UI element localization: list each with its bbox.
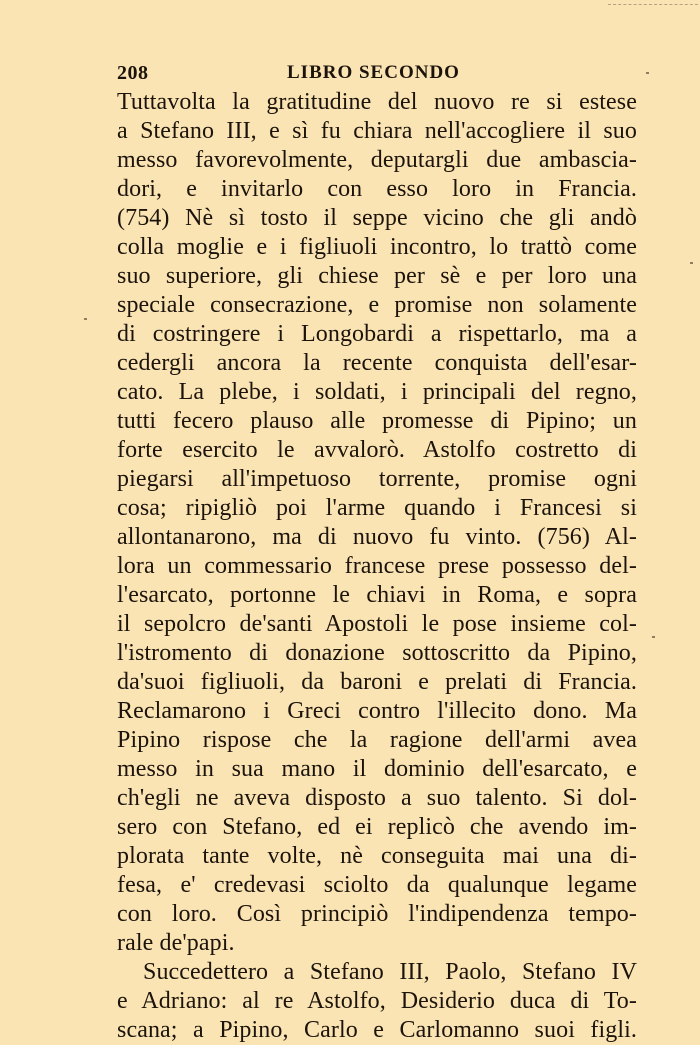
print-speck	[84, 318, 87, 320]
print-speck	[646, 72, 649, 74]
text-line: suo superiore, gli chiese per sè e per loro una	[117, 263, 637, 289]
text-line: Pipino rispose che la ragione dell'armi avea	[117, 727, 637, 753]
paragraph-start-line: Succedettero a Stefano III, Paolo, Stefano IV	[143, 959, 637, 985]
text-line: plorata tante volte, nè conseguita mai una di-	[117, 843, 637, 869]
print-speck	[690, 262, 693, 264]
text-line: messo in sua mano il dominio dell'esarcato, e	[117, 756, 637, 782]
text-line: Reclamarono i Greci contro l'illecito dono. Ma	[117, 698, 637, 724]
text-line: fesa, e' credevasi sciolto da qualunque legame	[117, 872, 637, 898]
text-line: tutti fecero plauso alle promesse di Pipino; un	[117, 408, 637, 434]
text-line: ch'egli ne aveva disposto a suo talento. Si dol-	[117, 785, 637, 811]
page-number: 208	[117, 62, 149, 84]
text-line: speciale consecrazione, e promise non solamente	[117, 292, 637, 318]
text-line: e Adriano: al re Astolfo, Desiderio duca di To-	[117, 988, 637, 1014]
running-head: LIBRO SECONDO	[287, 62, 460, 83]
text-line: a Stefano III, e sì fu chiara nell'accogliere il suo	[117, 118, 637, 144]
text-line: con loro. Così principiò l'indipendenza tempo-	[117, 901, 637, 927]
text-line: cato. La plebe, i soldati, i principali del regno,	[117, 379, 637, 405]
print-speck	[652, 636, 655, 638]
body-text	[117, 88, 637, 1045]
text-line: il sepolcro de'santi Apostoli le pose insieme col-	[117, 611, 637, 637]
text-line: scana; a Pipino, Carlo e Carlomanno suoi figli.	[117, 1017, 637, 1043]
text-line: colla moglie e i figliuoli incontro, lo trattò come	[117, 234, 637, 260]
paragraph-end-line: rale de'papi.	[117, 930, 235, 956]
page-header	[117, 62, 637, 88]
text-line: dori, e invitarlo con esso loro in Francia.	[117, 176, 637, 202]
text-line: cosa; ripigliò poi l'arme quando i Francesi si	[117, 495, 637, 521]
text-line: da'suoi figliuoli, da baroni e prelati di Francia.	[117, 669, 637, 695]
text-line: messo favorevolmente, deputargli due ambascia-	[117, 147, 637, 173]
text-line: (754) Nè sì tosto il seppe vicino che gli andò	[117, 205, 637, 231]
text-line: l'istromento di donazione sottoscritto da Pipino,	[117, 640, 637, 666]
text-line: cedergli ancora la recente conquista dell'esar-	[117, 350, 637, 376]
page-edge-marks	[608, 4, 698, 13]
text-line: sero con Stefano, ed ei replicò che avendo im-	[117, 814, 637, 840]
text-line: Tuttavolta la gratitudine del nuovo re si estese	[117, 89, 637, 115]
text-line: l'esarcato, portonne le chiavi in Roma, e sopra	[117, 582, 637, 608]
text-line: lora un commessario francese prese possesso del-	[117, 553, 637, 579]
text-line: allontanarono, ma di nuovo fu vinto. (756) Al-	[117, 524, 637, 550]
text-line: forte esercito le avvalorò. Astolfo costretto di	[117, 437, 637, 463]
text-line: piegarsi all'impetuoso torrente, promise ogni	[117, 466, 637, 492]
text-line: di costringere i Longobardi a rispettarlo, ma a	[117, 321, 637, 347]
